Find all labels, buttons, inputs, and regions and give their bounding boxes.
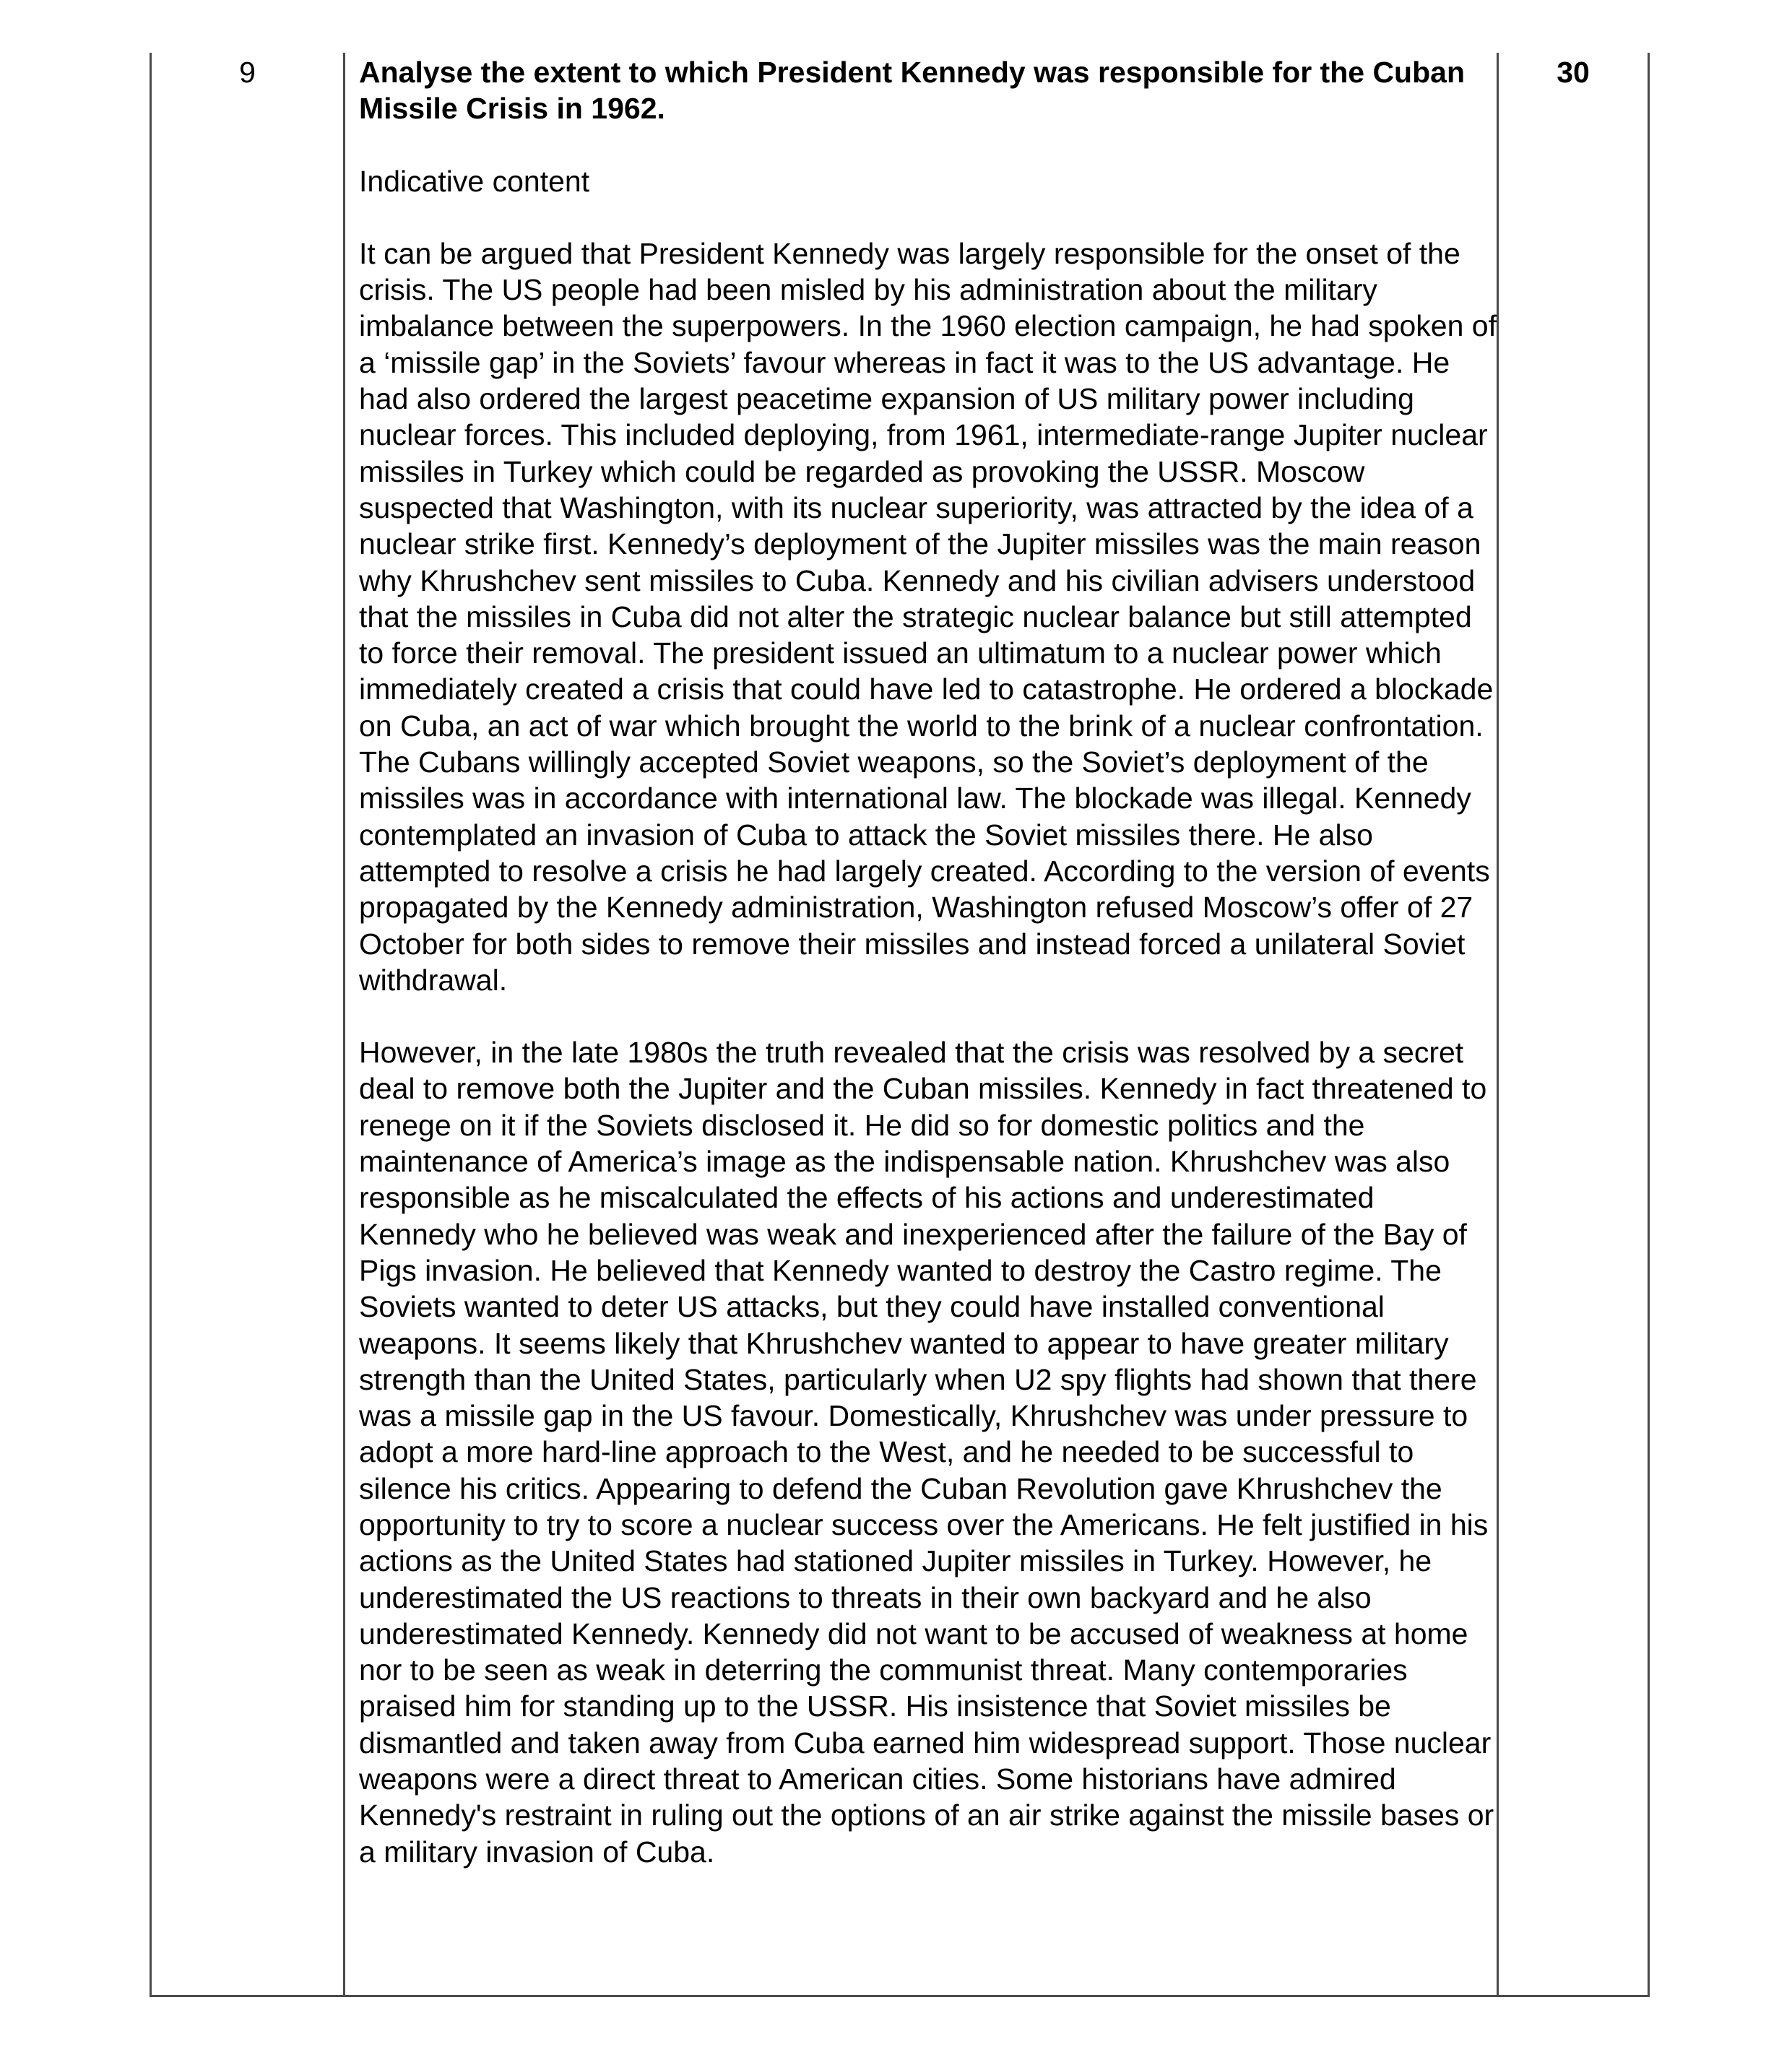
- mark-scheme-table: [150, 53, 1650, 1997]
- question-text: Analyse the extent to which President Kennedy was responsible for the Cuban Missile Crisis in 1962.: [359, 56, 1465, 126]
- content-paragraph: It can be argued that President Kennedy was largely responsible for the onset of the crisis. The US people had been misled by his administration about the military imbalance between the superpowers. In the 1960 election campaign, he had spoken of a ‘missile gap’ in the Soviets’ favour whereas in fact it was to the US advantage. He had also ordered the largest peacetime expansion of US military power including nuclear forces. This included deploying, from 1961, intermediate-range Jupiter nuclear missiles in Turkey which could be regarded as provoking the USSR. Moscow suspected that Washington, with its nuclear superiority, was attracted by the idea of a nuclear strike first. Kennedy’s deployment of the Jupiter missiles was the main reason why Khrushchev sent missiles to Cuba. Kennedy and his civilian advisers understood that the missiles in Cuba did not alter the strategic nuclear balance but still attempted to force their removal. The president issued an ultimatum to a nuclear power which immediately created a crisis that could have led to catastrophe. He ordered a blockade on Cuba, an act of war which brought the world to the brink of a nuclear confrontation. The Cubans willingly accepted Soviet weapons, so the Soviet’s deployment of the missiles was in accordance with international law. The blockade was illegal. Kennedy contemplated an invasion of Cuba to attack the Soviet missiles there. He also attempted to resolve a crisis he had largely created. According to the version of events propagated by the Kennedy administration, Washington refused Moscow’s offer of 27 October for both sides to remove their missiles and instead forced a unilateral Soviet withdrawal.: [359, 236, 1497, 997]
- column-divider: [1497, 53, 1499, 1995]
- column-divider: [343, 53, 345, 1995]
- marks-value: 30: [1557, 56, 1590, 89]
- indicative-content-heading: Indicative content: [359, 164, 590, 198]
- answer-content-cell: [359, 53, 1497, 1870]
- question-number: 9: [239, 56, 256, 89]
- content-paragraph: However, in the late 1980s the truth revealed that the crisis was resolved by a secret deal to remove both the Jupiter and the Cuban missiles. Kennedy in fact threatened to renege on it if the Soviets disclosed it. He did so for domestic politics and the maintenance of America’s image as the indispensable nation. Khrushchev was also responsible as he miscalculated the effects of his actions and underestimated Kennedy who he believed was weak and inexperienced after the failure of the Bay of Pigs invasion. He believed that Kennedy wanted to destroy the Castro regime. The Soviets wanted to deter US attacks, but they could have installed conventional weapons. It seems likely that Khrushchev wanted to appear to have greater military strength than the United States, particularly when U2 spy flights had shown that there was a missile gap in the US favour. Domestically, Khrushchev was under pressure to adopt a more hard-line approach to the West, and he needed to be successful to silence his critics. Appearing to defend the Cuban Revolution gave Khrushchev the opportunity to try to score a nuclear success over the Americans. He felt justified in his actions as the United States had stationed Jupiter missiles in Turkey. However, he underestimated the US reactions to threats in their own backyard and he also underestimated Kennedy. Kennedy did not want to be accused of weakness at home nor to be seen as weak in deterring the communist threat. Many contemporaries praised him for standing up to the USSR. His insistence that Soviet missiles be dismantled and taken away from Cuba earned him widespread support. Those nuclear weapons were a direct threat to American cities. Some historians have admired Kennedy's restraint in ruling out the options of an air strike against the missile bases or a military invasion of Cuba.: [359, 1036, 1494, 1869]
